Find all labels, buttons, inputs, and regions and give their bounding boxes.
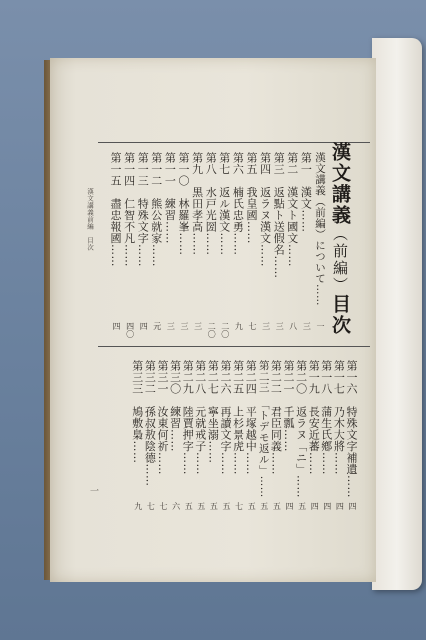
toc-entry: 第七 返ル漢文…… bbox=[217, 152, 231, 256]
toc-page-number: 七 bbox=[159, 502, 168, 510]
toc-entry: 第三二 孫叔敖陰德…… bbox=[143, 360, 157, 487]
toc-entry: 漢文講義（前編）について…… bbox=[314, 152, 326, 306]
toc-entry: 第二二 君臣同義…… bbox=[269, 360, 283, 475]
toc-entry: 第一七 乃木大將…… bbox=[332, 360, 346, 475]
toc-page-number: 四 bbox=[335, 502, 345, 510]
toc-entry: 第二一 千瓢…… bbox=[282, 360, 295, 452]
toc-entry: 第九 黒田孝高…… bbox=[190, 152, 204, 256]
toc-page-number: 七 bbox=[234, 502, 244, 510]
toc-page-number: 四 bbox=[112, 322, 121, 330]
toc-entry: 第二七 寧坐溺…… bbox=[206, 360, 220, 464]
toc-entry: 第一〇 林羅峯…… bbox=[177, 152, 190, 256]
toc-page-number: 五 bbox=[297, 502, 307, 510]
toc-entry: 第一九 長安近蕃…… bbox=[307, 360, 321, 475]
toc-page-number: 九 bbox=[133, 502, 143, 510]
toc-page-number: 五 bbox=[222, 502, 231, 510]
toc-page-number: 四 bbox=[310, 502, 320, 510]
toc-page-number: 三 bbox=[180, 322, 189, 330]
toc-page-number: 三 bbox=[193, 322, 203, 330]
toc-page-number: 五 bbox=[272, 502, 282, 510]
toc-page-number: 二〇 bbox=[207, 322, 217, 338]
toc-entry: 第二六 再讀文字…… bbox=[219, 360, 232, 475]
toc-entry: 第二 漢文ト國文…… bbox=[285, 152, 299, 267]
toc-entry: 第三三 鳩敷梟…… bbox=[130, 360, 144, 464]
toc-page-number: 三 bbox=[275, 322, 285, 330]
toc-entry: 第一五 盡忠報國…… bbox=[109, 152, 122, 267]
toc-entry: 第二八 元就戒子…… bbox=[193, 360, 207, 475]
toc-page-number: 七 bbox=[248, 322, 257, 330]
toc-page-number: 九 bbox=[234, 322, 244, 330]
toc-page-number: 一 bbox=[316, 322, 325, 330]
toc-entry: 第二三 「トデモ返ル」…… bbox=[257, 360, 270, 498]
toc-entry: 第二〇 返ラヌ「ニ」…… bbox=[294, 360, 308, 498]
toc-entry: 第三 返點ト送假名…… bbox=[272, 152, 286, 279]
toc-entry: 第二九 陸賈押字…… bbox=[181, 360, 195, 475]
toc-entry: 第五 我皇國…… bbox=[245, 152, 258, 244]
toc-entry: 第六 楠氏忠勇…… bbox=[231, 152, 245, 256]
toc-page-number: 四 bbox=[139, 322, 149, 330]
middle-rule bbox=[98, 346, 370, 347]
toc-page-number: 三 bbox=[166, 322, 176, 330]
toc-page-number: 五 bbox=[209, 502, 219, 510]
toc-page-number: 四〇 bbox=[125, 322, 135, 338]
toc-entry: 第二五 上杉景虎…… bbox=[231, 360, 245, 475]
toc-entry: 第一四 仁智不凡…… bbox=[122, 152, 136, 267]
toc-entry: 第一六 特殊文字補遺…… bbox=[345, 360, 358, 498]
toc-page-number: 五 bbox=[247, 502, 257, 510]
page-folio: 一 bbox=[90, 487, 100, 497]
toc-page-number: 四 bbox=[322, 502, 332, 510]
toc-title: 漢文講義（前編）目次 bbox=[329, 142, 351, 336]
toc-entry: 第三〇 練習…… bbox=[168, 360, 182, 452]
toc-page-number: 六 bbox=[171, 502, 181, 510]
toc-page-number: 五 bbox=[184, 502, 194, 510]
toc-page-number: 五 bbox=[196, 502, 206, 510]
toc-entry: 第一三 特殊文字…… bbox=[136, 152, 150, 267]
toc-page-number: 四 bbox=[285, 502, 294, 510]
toc-page-number: 三 bbox=[302, 322, 312, 330]
toc-page-number: 八 bbox=[288, 322, 298, 330]
toc-entry: 第八 水戸光圀…… bbox=[204, 152, 218, 256]
toc-page-number: 三 bbox=[261, 322, 271, 330]
toc-entry: 第四 返ラヌ漢文…… bbox=[258, 152, 272, 267]
toc-entry: 第一一 練習…… bbox=[163, 152, 177, 244]
facing-page-edge bbox=[372, 38, 422, 590]
toc-entry: 第一 漢文…… bbox=[299, 152, 313, 233]
toc-entry: 第三一 汝東何祈…… bbox=[156, 360, 169, 475]
toc-page-number: 元 bbox=[152, 322, 162, 330]
toc-entry: 第二四 平塚越中…… bbox=[244, 360, 258, 475]
toc-page-number: 七 bbox=[146, 502, 156, 510]
toc-page-number: 二〇 bbox=[220, 322, 230, 338]
toc-page-number: 四 bbox=[348, 502, 357, 510]
toc-entry: 第一二 熊公就家…… bbox=[149, 152, 163, 267]
running-head: 漢文講義前編 目次 bbox=[86, 188, 94, 251]
toc-entry: 第一八 蒲生氏鄕…… bbox=[319, 360, 333, 475]
toc-page-number: 五 bbox=[259, 502, 269, 510]
